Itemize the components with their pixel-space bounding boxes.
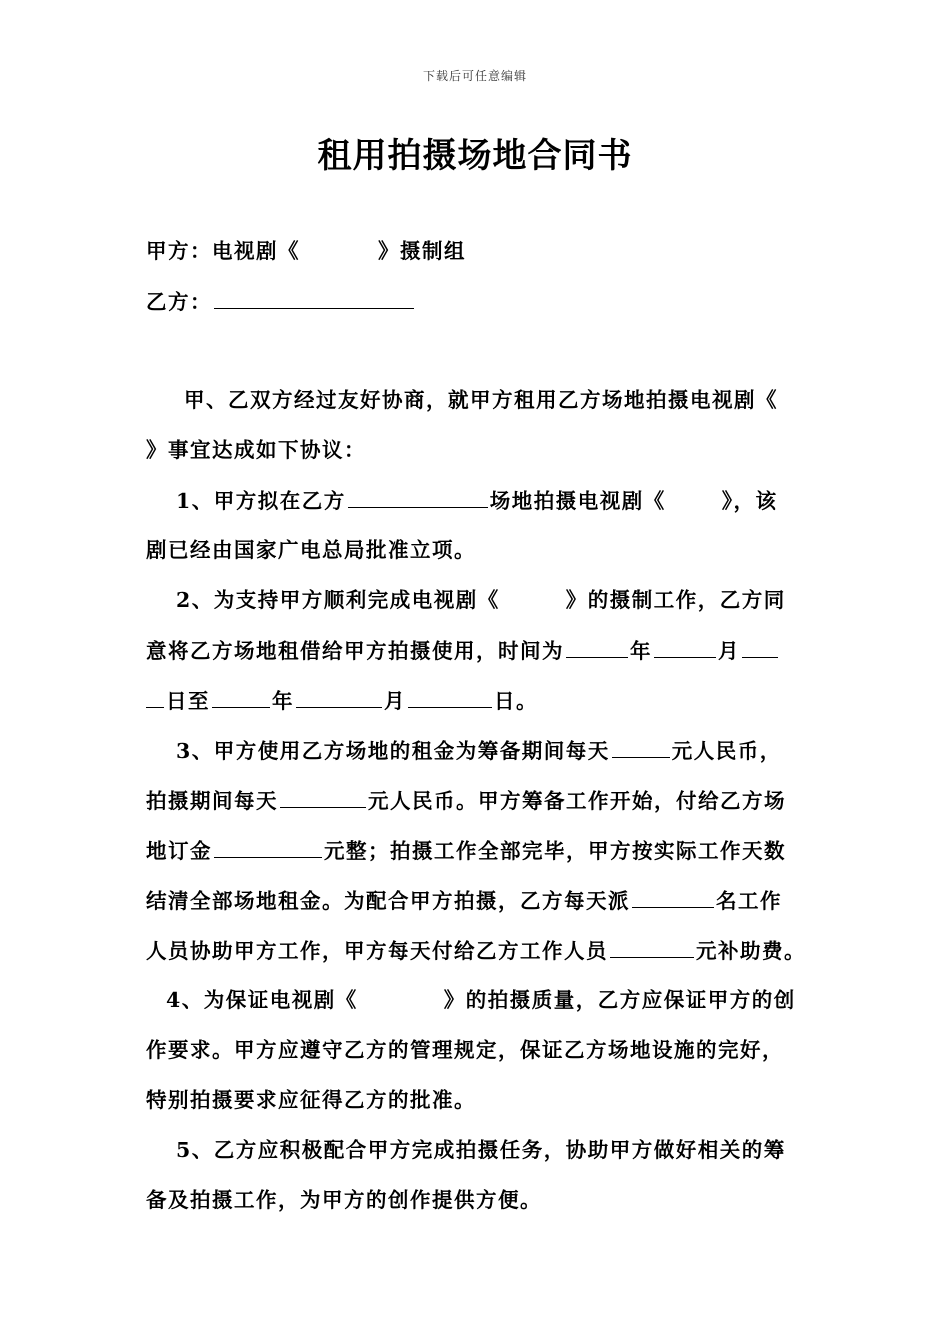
day-end-label: 日。 bbox=[494, 689, 538, 713]
end-month-blank bbox=[296, 685, 382, 708]
clause-3-text-b: 元人民币， bbox=[671, 739, 782, 763]
clause-5-text-line2: 备及拍摄工作，为甲方的创作提供方便。 bbox=[146, 1188, 542, 1212]
start-day-blank-b bbox=[146, 685, 164, 708]
intro-line-1 bbox=[184, 385, 811, 415]
start-day-blank-a bbox=[742, 635, 778, 658]
allowance-blank bbox=[610, 935, 694, 958]
month-label-2: 月 bbox=[384, 689, 406, 713]
clause-5-text-line1: 5、乙方应积极配合甲方完成拍摄任务，协助甲方做好相关的筹 bbox=[176, 1138, 786, 1162]
clause-2-text-b: 》的摄制工作，乙方同 bbox=[565, 588, 786, 612]
start-year-blank bbox=[566, 635, 628, 658]
clause-4-text-a: 4、为保证电视剧《 bbox=[166, 988, 358, 1012]
staff-count-blank bbox=[632, 885, 714, 908]
clause-3-text-a: 3、甲方使用乙方场地的租金为筹备期间每天 bbox=[176, 739, 610, 763]
clause-1-text-a: 1、甲方拟在乙方 bbox=[176, 489, 346, 513]
clause-3-line-1 bbox=[176, 735, 811, 766]
intro-line-2 bbox=[146, 435, 811, 465]
clause-5-line-2 bbox=[146, 1185, 811, 1215]
clause-4-line-3 bbox=[146, 1085, 811, 1115]
clause-2-line-1 bbox=[176, 585, 811, 615]
clause-4-line-2 bbox=[146, 1035, 811, 1065]
clause-3-text-line2a: 拍摄期间每天 bbox=[146, 789, 278, 813]
clause-3-text-line4a: 结清全部场地租金。为配合甲方拍摄，乙方每天派 bbox=[146, 889, 630, 913]
party-a-line bbox=[146, 236, 811, 266]
party-a-prefix: 甲方：电视剧《 bbox=[146, 239, 300, 263]
clause-3-text-line3a: 地订金 bbox=[146, 839, 212, 863]
clause-2-text-a: 2、为支持甲方顺利完成电视剧《 bbox=[176, 588, 500, 612]
end-day-blank bbox=[408, 685, 492, 708]
clause-3-line-4 bbox=[146, 885, 811, 916]
header-note: 下载后可任意编辑 bbox=[422, 69, 527, 83]
clause-3-line-3 bbox=[146, 835, 811, 866]
intro-text-1: 甲、乙双方经过友好协商，就甲方租用乙方场地拍摄电视剧《 bbox=[184, 388, 778, 412]
clause-2-line-2 bbox=[146, 635, 811, 666]
clause-1-text-line2: 剧已经由国家广电总局批准立项。 bbox=[146, 538, 476, 562]
clause-3-text-line4b: 名工作 bbox=[716, 889, 782, 913]
day-to-label: 日至 bbox=[166, 689, 210, 713]
prep-rent-blank bbox=[612, 735, 670, 758]
start-month-blank bbox=[654, 635, 716, 658]
clause-3-line-2 bbox=[146, 785, 811, 816]
end-year-blank bbox=[212, 685, 270, 708]
clause-2-line-3 bbox=[146, 685, 811, 716]
clause-4-text-b: 》的拍摄质量，乙方应保证甲方的创 bbox=[443, 988, 796, 1012]
clause-4-text-line2: 作要求。甲方应遵守乙方的管理规定，保证乙方场地设施的完好， bbox=[146, 1038, 784, 1062]
shoot-rent-blank bbox=[280, 785, 366, 808]
clause-1-text-b: 场地拍摄电视剧《 bbox=[489, 489, 666, 513]
month-label-1: 月 bbox=[718, 639, 740, 663]
clause-1-venue-blank bbox=[348, 485, 488, 508]
party-a-suffix: 》摄制组 bbox=[378, 239, 466, 263]
clause-4-line-1 bbox=[166, 985, 811, 1015]
clause-3-text-line5b: 元补助费。 bbox=[696, 939, 806, 963]
party-b-label: 乙方： bbox=[146, 290, 212, 314]
clause-5-line-1 bbox=[176, 1135, 811, 1165]
year-label-1: 年 bbox=[630, 639, 652, 663]
intro-text-2: 》事宜达成如下协议： bbox=[146, 438, 366, 462]
clause-4-text-line3: 特别拍摄要求应征得乙方的批准。 bbox=[146, 1088, 476, 1112]
clause-1-text-c: 》，该 bbox=[721, 489, 778, 513]
year-label-2: 年 bbox=[272, 689, 294, 713]
party-b-blank bbox=[214, 286, 414, 309]
deposit-blank bbox=[214, 835, 322, 858]
clause-3-text-line2b: 元人民币。甲方筹备工作开始，付给乙方场 bbox=[368, 789, 786, 813]
clause-3-text-line5a: 人员协助甲方工作，甲方每天付给乙方工作人员 bbox=[146, 939, 608, 963]
clause-1-line-1 bbox=[176, 485, 811, 516]
clause-2-text-line2: 意将乙方场地租借给甲方拍摄使用，时间为 bbox=[146, 639, 564, 663]
document-title: 租用拍摄场地合同书 bbox=[317, 136, 633, 176]
clause-1-line-2 bbox=[146, 535, 811, 565]
clause-3-text-line3b: 元整；拍摄工作全部完毕，甲方按实际工作天数 bbox=[324, 839, 786, 863]
party-b-line bbox=[146, 286, 811, 317]
clause-3-line-5 bbox=[146, 935, 811, 966]
